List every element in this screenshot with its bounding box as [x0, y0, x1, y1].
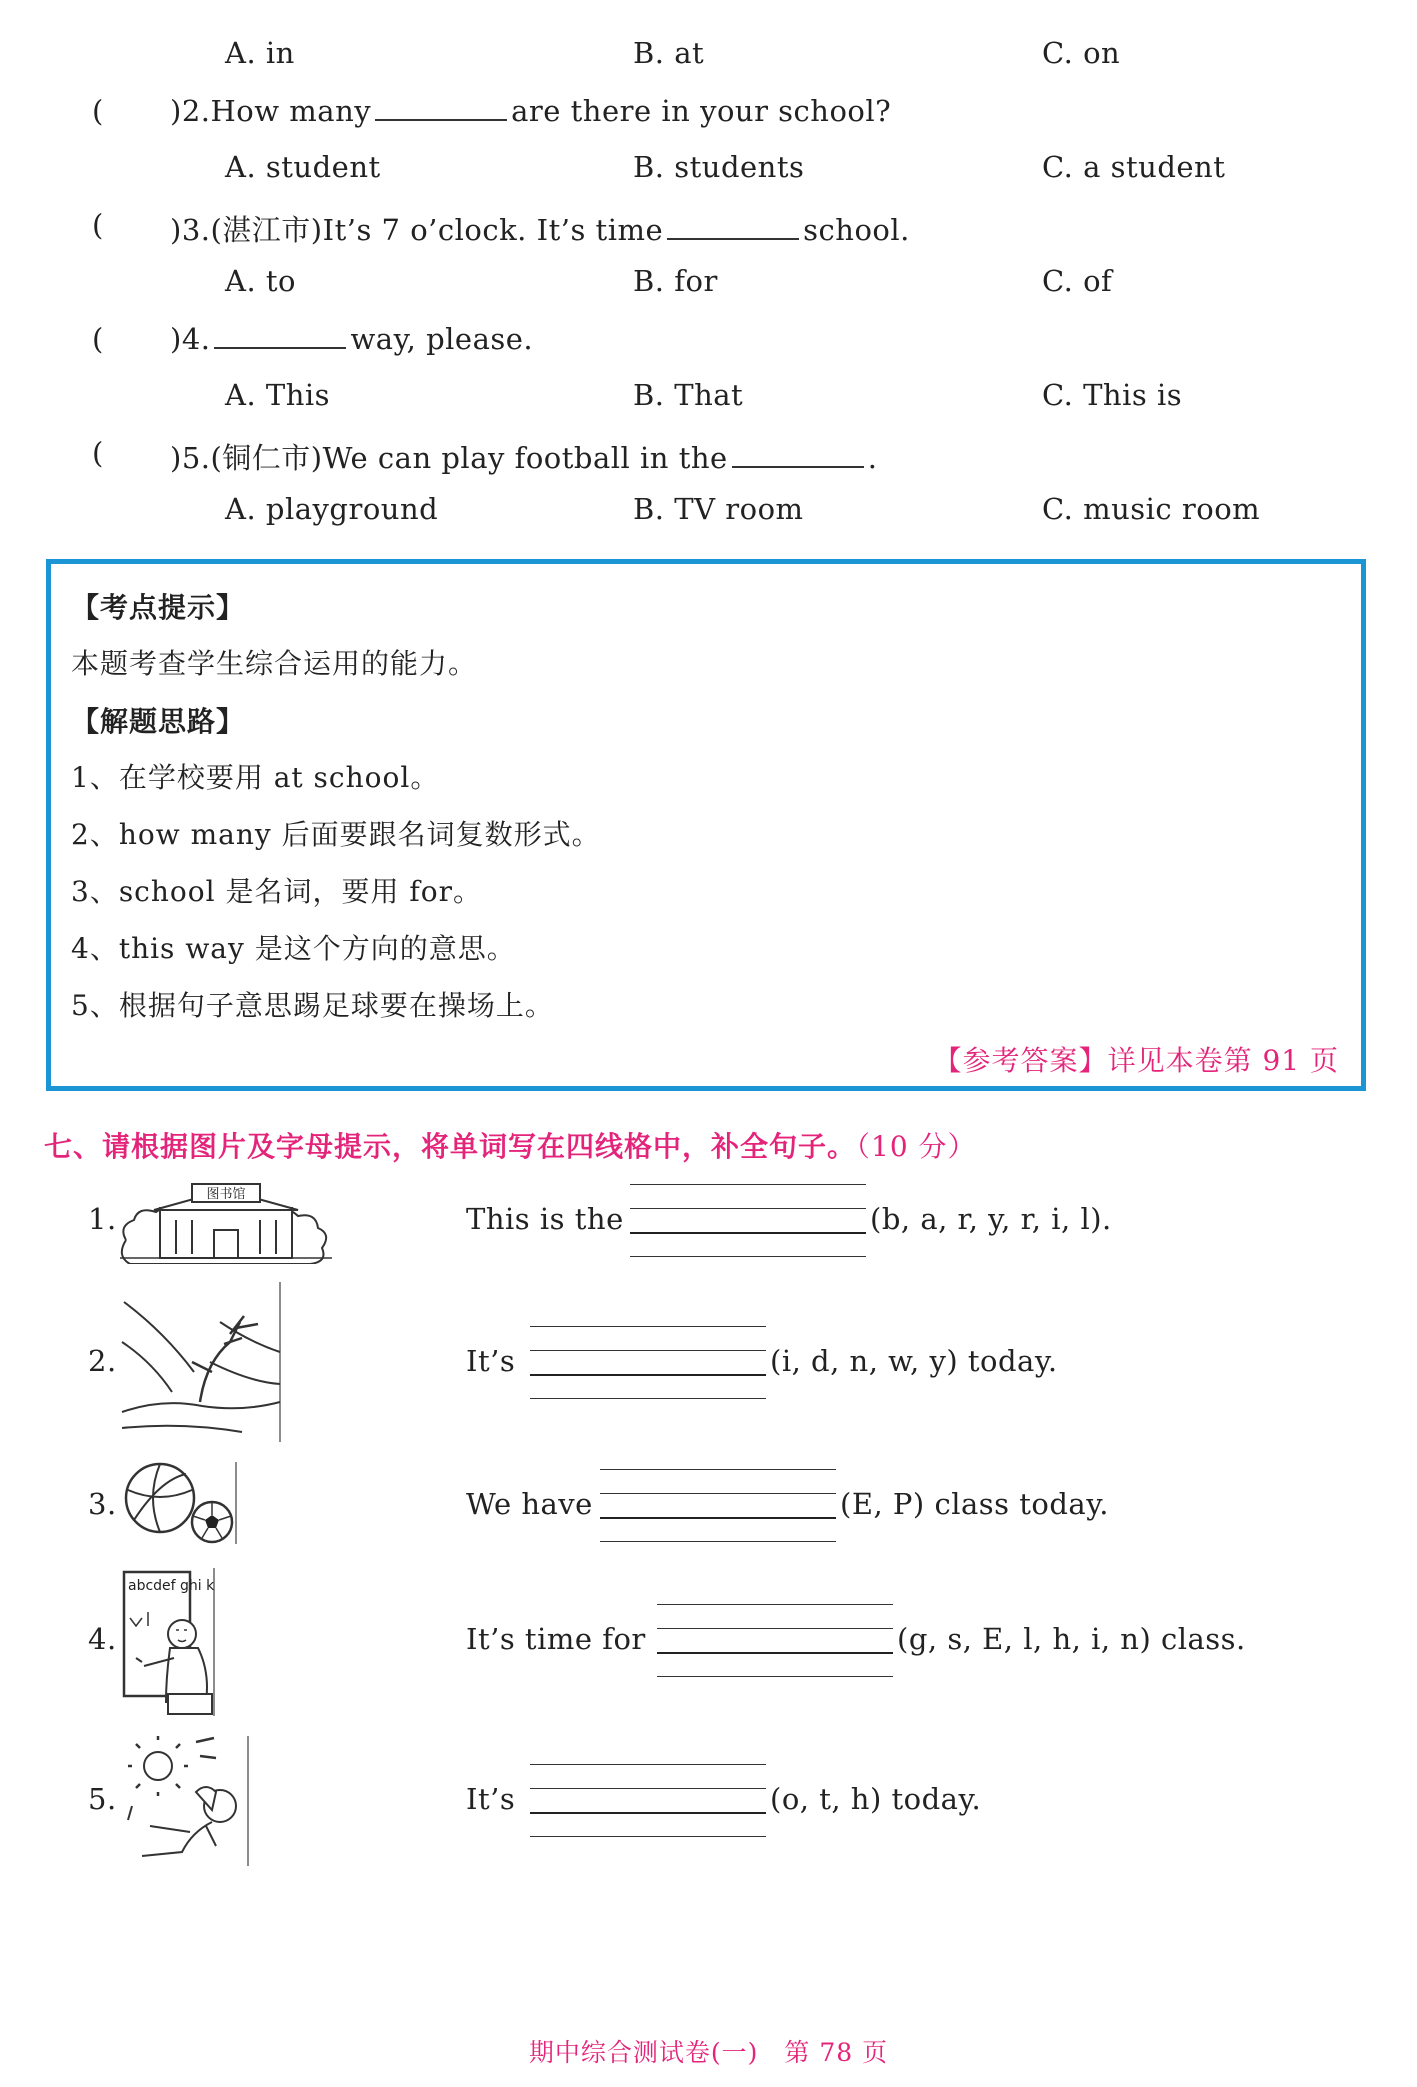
windy-picture: [120, 1282, 284, 1442]
q5-option-c: C. music room: [1042, 492, 1261, 526]
q2-paren[interactable]: (: [92, 94, 104, 128]
hint-box: [46, 559, 1366, 1091]
item-4-fourline[interactable]: [657, 1604, 893, 1676]
item-1-number: 1.: [88, 1202, 117, 1236]
item-3-before: We have: [466, 1487, 593, 1521]
item-3-hint: (E, P) class today.: [840, 1487, 1109, 1521]
q1-option-a: A. in: [225, 36, 295, 70]
hint-step-4: 4、this way 是这个方向的意思。: [71, 932, 516, 965]
q2-blank[interactable]: [375, 118, 507, 121]
q4-stem: )4. way, please.: [170, 322, 534, 356]
answer-text: 详见本卷第 91 页: [1107, 1044, 1339, 1077]
q5-option-b: B. TV room: [633, 492, 804, 526]
hint-title-points: 【考点提示】: [71, 591, 246, 624]
q4-option-a: A. This: [225, 378, 331, 412]
item-4-before: It’s time for: [466, 1622, 646, 1656]
item-5-before: It’s: [466, 1782, 516, 1816]
item-1-fourline[interactable]: [630, 1184, 866, 1256]
item-5-hint: (o, t, h) today.: [770, 1782, 982, 1816]
item-1-before: This is the: [466, 1202, 624, 1236]
hint-step-1: 1、在学校要用 at school。: [71, 761, 440, 794]
q3-blank[interactable]: [667, 237, 799, 240]
library-sign: 图书馆: [206, 1187, 246, 1202]
hint-title-approach: 【解题思路】: [71, 705, 246, 738]
q5-number: )5.: [170, 441, 211, 475]
item-2-before: It’s: [466, 1344, 516, 1378]
q4-option-c: C. This is: [1042, 378, 1183, 412]
q5-option-a: A. playground: [225, 492, 439, 526]
q3-stem: )3.(湛江市)It’s 7 o’clock. It’s time school.: [170, 213, 910, 247]
item-2-hint: (i, d, n, w, y) today.: [770, 1344, 1058, 1378]
item-5-number: 5.: [88, 1782, 117, 1816]
library-picture: [120, 1180, 332, 1264]
hint-step-2: 2、how many 后面要跟名词复数形式。: [71, 818, 601, 851]
hint-answer-ref: [934, 1039, 1339, 1079]
item-1-hint: (b, a, r, y, r, i, l).: [870, 1202, 1112, 1236]
item-2-fourline[interactable]: [530, 1326, 766, 1398]
hint-points-text: 本题考查学生综合运用的能力。: [71, 647, 478, 680]
q4-number: )4.: [170, 322, 211, 356]
q5-stem: )5.(铜仁市)We can play football in the .: [170, 441, 878, 475]
q1-option-b: B. at: [633, 36, 705, 70]
q2-option-c: C. a student: [1042, 150, 1226, 184]
q4-blank[interactable]: [214, 346, 346, 349]
q5-blank[interactable]: [732, 465, 864, 468]
q3-option-a: A. to: [225, 264, 296, 298]
section-7-score: （10 分）: [856, 1130, 977, 1163]
section-7-title: 七、请根据图片及字母提示，将单词写在四线格中，补全句子。（10 分）: [44, 1130, 977, 1163]
q3-paren[interactable]: (: [92, 208, 104, 242]
hint-step-5: 5、根据句子意思踢足球要在操场上。: [71, 989, 554, 1022]
item-4-hint: (g, s, E, l, h, i, n) class.: [897, 1622, 1246, 1656]
teacher-picture: [120, 1568, 218, 1716]
answer-label: 【参考答案】: [933, 1044, 1108, 1077]
item-2-number: 2.: [88, 1344, 117, 1378]
blackboard-letters: abcdef ghi k: [128, 1578, 215, 1594]
item-5-fourline[interactable]: [530, 1764, 766, 1836]
item-3-number: 3.: [88, 1487, 117, 1521]
q5-paren[interactable]: (: [92, 436, 104, 470]
hot-day-picture: [120, 1736, 252, 1866]
balls-picture: [120, 1460, 240, 1546]
q2-option-b: B. students: [633, 150, 805, 184]
q2-number: )2.: [170, 94, 211, 128]
page-footer: 期中综合测试卷(一) 第 78 页: [528, 2038, 889, 2067]
q1-option-c: C. on: [1042, 36, 1121, 70]
item-4-number: 4.: [88, 1622, 117, 1656]
item-3-fourline[interactable]: [600, 1469, 836, 1541]
q3-option-c: C. of: [1042, 264, 1113, 298]
q4-paren[interactable]: (: [92, 322, 104, 356]
q3-number: )3.: [170, 213, 211, 247]
q3-option-b: B. for: [633, 264, 718, 298]
q2-option-a: A. student: [225, 150, 381, 184]
hint-step-3: 3、school 是名词，要用 for。: [71, 875, 482, 908]
q2-stem: )2.How many are there in your school?: [170, 94, 892, 128]
q4-option-b: B. That: [633, 378, 744, 412]
